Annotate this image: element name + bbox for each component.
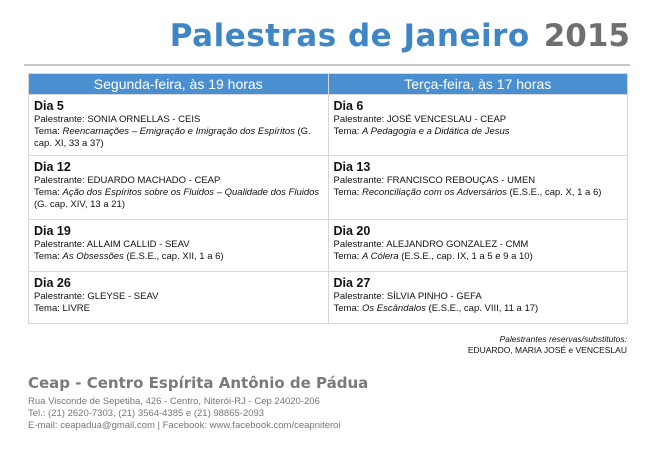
lecture-speaker: Palestrante: SONIA ORNELLAS - CEIS: [34, 114, 201, 125]
lecture-speaker: Palestrante: ALLAIM CALLID - SEAV: [34, 239, 190, 250]
email-facebook-line: E-mail: ceapadua@gmail.com | Facebook: www.facebook.com/ceapniteroi: [28, 420, 341, 431]
lecture-speaker: Palestrante: SÍLVIA PINHO - GEFA: [333, 291, 482, 302]
lecture-day: Dia 5: [34, 99, 64, 113]
lecture-cell: [29, 156, 329, 220]
reserve-speakers-label: Palestrantes reservas/substitutos:: [499, 334, 627, 344]
reserve-speakers: [468, 334, 627, 356]
lecture-day: Dia 6: [333, 99, 364, 113]
lecture-theme: Tema: LIVRE: [34, 303, 90, 314]
lecture-theme: Tema: Os Escândalos (E.S.E., cap. VIII, 11 a 17): [333, 303, 539, 314]
column-header-tuesday: Terça-feira, às 17 horas: [328, 74, 628, 95]
lecture-speaker: Palestrante: ALEJANDRO GONZALEZ - CMM: [333, 239, 529, 250]
lecture-speaker: Palestrante: EDUARDO MACHADO - CEAP: [34, 175, 221, 186]
lecture-theme: Tema: Reencarnações – Emigração e Imigração dos Espíritos (G. cap. XI, 33 a 37): [34, 126, 311, 149]
lecture-theme: Tema: As Obsessões (E.S.E., cap. XII, 1 a 6): [34, 251, 224, 262]
schedule-table: [28, 73, 628, 324]
lecture-cell: [328, 272, 628, 324]
lecture-cell: [29, 95, 329, 156]
lecture-cell: [328, 220, 628, 272]
table-row: [29, 272, 628, 324]
lecture-theme: Tema: Ação dos Espíritos sobre os Fluidos – Qualidade dos Fluidos (G. cap. XIV, 13 a 21): [34, 187, 320, 210]
column-header-monday: Segunda-feira, às 19 horas: [29, 74, 329, 95]
lecture-day: Dia 12: [34, 160, 71, 174]
lecture-speaker: Palestrante: JOSÉ VENCESLAU - CEAP: [333, 114, 507, 125]
lecture-day: Dia 20: [333, 224, 371, 238]
page-title: Palestras de Janeiro: [169, 18, 530, 54]
lecture-cell: [29, 220, 329, 272]
lecture-cell: [29, 272, 329, 324]
lecture-day: Dia 19: [34, 224, 71, 238]
address-line: Rua Visconde de Sepetiba, 426 - Centro, Niterói-RJ - Cep 24020-206: [28, 396, 320, 407]
contact-info: [28, 396, 341, 432]
reserve-speakers-names: EDUARDO, MARIA JOSÉ e VENCESLAU: [467, 345, 627, 355]
lecture-day: Dia 27: [333, 276, 371, 290]
header-divider: [24, 64, 630, 66]
lecture-theme: Tema: Reconciliação com os Adversários (E.S.E., cap. X, 1 a 6): [333, 187, 602, 198]
page-header: [24, 18, 630, 54]
phone-line: Tel.: (21) 2620-7303, (21) 3564-4385 e (21) 98865-2093: [28, 408, 265, 419]
table-header-row: [29, 74, 628, 95]
lecture-cell: [328, 156, 628, 220]
table-row: [29, 156, 628, 220]
table-row: [29, 95, 628, 156]
lecture-cell: [328, 95, 628, 156]
lecture-speaker: Palestrante: FRANCISCO REBOUÇAS - UMEN: [333, 175, 536, 186]
lecture-theme: Tema: A Cólera (E.S.E., cap. IX, 1 a 5 e 9 a 10): [333, 251, 533, 262]
lecture-day: Dia 13: [333, 160, 371, 174]
lecture-speaker: Palestrante: GLEYSE - SEAV: [34, 291, 159, 302]
lecture-day: Dia 26: [34, 276, 71, 290]
page-year: 2015: [543, 18, 630, 54]
lecture-theme: Tema: A Pedagogia e a Didática de Jesus: [333, 126, 510, 137]
organization-name: Ceap - Centro Espírita Antônio de Pádua: [28, 374, 369, 392]
table-row: [29, 220, 628, 272]
